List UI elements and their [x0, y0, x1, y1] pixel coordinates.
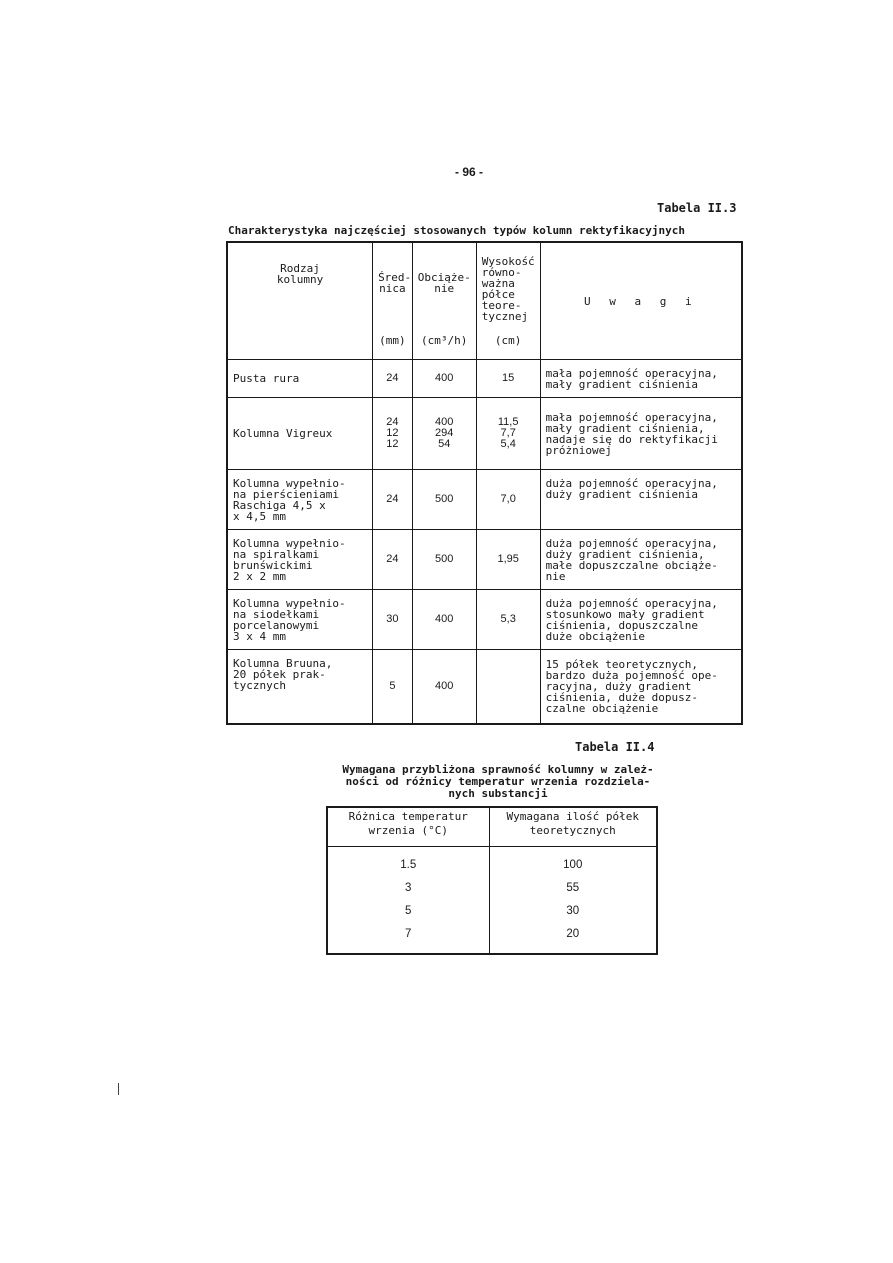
header-ilosc: Wymagana ilość półek teoretycznych — [489, 807, 657, 847]
cell-uwagi: mała pojemność operacyjna, mały gradient ciśnienia, nadaje się do rektyfikacji próżniowej — [540, 398, 742, 470]
cell-rodzaj: Kolumna wypełnio- na pierścieniami Raschiga 4,5 x x 4,5 mm — [227, 470, 373, 530]
page-number: - 96 - — [455, 165, 484, 179]
cell-uwagi: 15 półek teoretycznych, bardzo duża pojemność ope- racyjna, duży gradient ciśnienia, duże dopusz- czalne obciążenie — [540, 650, 742, 724]
cell-srednica: 24 — [373, 530, 413, 590]
efficiency-row — [327, 922, 657, 954]
cell-ilosc: 55 — [489, 876, 657, 899]
cell-obciazenie: 400 — [412, 360, 476, 398]
efficiency-row — [327, 899, 657, 922]
header-wysokosc — [476, 242, 540, 360]
cell-uwagi: duża pojemność operacyjna, duży gradient ciśnienia — [540, 470, 742, 530]
cell-wysokosc: 15 — [476, 360, 540, 398]
cell-obciazenie: 500 — [412, 470, 476, 530]
cell-obciazenie: 500 — [412, 530, 476, 590]
header-obciazenie-unit: (cm³/h) — [421, 334, 468, 347]
cell-obciazenie: 400 294 54 — [412, 398, 476, 470]
cell-wysokosc: 1,95 — [476, 530, 540, 590]
table-row — [227, 590, 742, 650]
efficiency-row — [327, 876, 657, 899]
cell-ilosc: 100 — [489, 847, 657, 877]
cell-obciazenie: 400 — [412, 590, 476, 650]
cell-rodzaj: Kolumna wypełnio- na siodełkami porcelanowymi 3 x 4 mm — [227, 590, 373, 650]
cell-uwagi: duża pojemność operacyjna, stosunkowo mały gradient ciśnienia, dopuszczalne duże obciążenie — [540, 590, 742, 650]
cell-rodzaj: Pusta rura — [227, 360, 373, 398]
table-ii-4-label: Tabela II.4 — [575, 740, 655, 754]
cell-wysokosc — [476, 650, 540, 724]
header-obciazenie — [412, 242, 476, 360]
header-obciazenie-label: Obciąże- nie — [417, 271, 471, 295]
efficiency-row — [327, 847, 657, 877]
cell-rodzaj: Kolumna wypełnio- na spiralkami brunświckimi 2 x 2 mm — [227, 530, 373, 590]
table-ii-3-label: Tabela II.3 — [657, 201, 737, 215]
header-uwagi: U w a g i — [540, 242, 742, 360]
cell-srednica: 24 — [373, 470, 413, 530]
cell-ilosc: 20 — [489, 922, 657, 954]
cell-roznica: 7 — [327, 922, 489, 954]
cell-rodzaj: Kolumna Bruuna, 20 półek prak- tycznych — [227, 650, 373, 724]
header-srednica — [373, 242, 413, 360]
efficiency-header-row — [327, 807, 657, 847]
table-row — [227, 530, 742, 590]
cell-srednica: 24 — [373, 360, 413, 398]
cell-roznica: 5 — [327, 899, 489, 922]
efficiency-table — [326, 806, 658, 955]
table-row — [227, 470, 742, 530]
cell-roznica: 1.5 — [327, 847, 489, 877]
column-characteristics-table — [226, 241, 743, 725]
cell-srednica: 30 — [373, 590, 413, 650]
header-wysokosc-unit: (cm) — [494, 334, 522, 347]
cell-uwagi: mała pojemność operacyjna, mały gradient ciśnienia — [540, 360, 742, 398]
header-wysokosc-label: Wysokość równo- ważna półce teore- tycznej — [481, 255, 535, 323]
cell-obciazenie: 400 — [412, 650, 476, 724]
cell-srednica: 24 12 12 — [373, 398, 413, 470]
cell-ilosc: 30 — [489, 899, 657, 922]
cell-wysokosc: 11,5 7,7 5,4 — [476, 398, 540, 470]
cell-rodzaj: Kolumna Vigreux — [227, 398, 373, 470]
header-srednica-label: Śred- nica — [378, 271, 412, 295]
table-row — [227, 650, 742, 724]
header-rodzaj: Rodzaj kolumny — [227, 242, 373, 360]
scan-mark — [118, 1083, 121, 1095]
table-ii-3-caption: Charakterystyka najczęściej stosowanych typów kolumn rektyfikacyjnych — [228, 224, 685, 237]
table-header-row — [227, 242, 742, 360]
cell-wysokosc: 7,0 — [476, 470, 540, 530]
table-row — [227, 360, 742, 398]
cell-uwagi: duża pojemność operacyjna, duży gradient ciśnienia, małe dopuszczalne obciąże- nie — [540, 530, 742, 590]
table-ii-4-caption: Wymagana przybliżona sprawność kolumny w zależ- ności od różnicy temperatur wrzenia rozdziela- nych substancji — [342, 763, 654, 800]
header-srednica-unit: (mm) — [379, 334, 406, 347]
cell-wysokosc: 5,3 — [476, 590, 540, 650]
table-row — [227, 398, 742, 470]
cell-srednica: 5 — [373, 650, 413, 724]
header-roznica: Różnica temperatur wrzenia (°C) — [327, 807, 489, 847]
cell-roznica: 3 — [327, 876, 489, 899]
